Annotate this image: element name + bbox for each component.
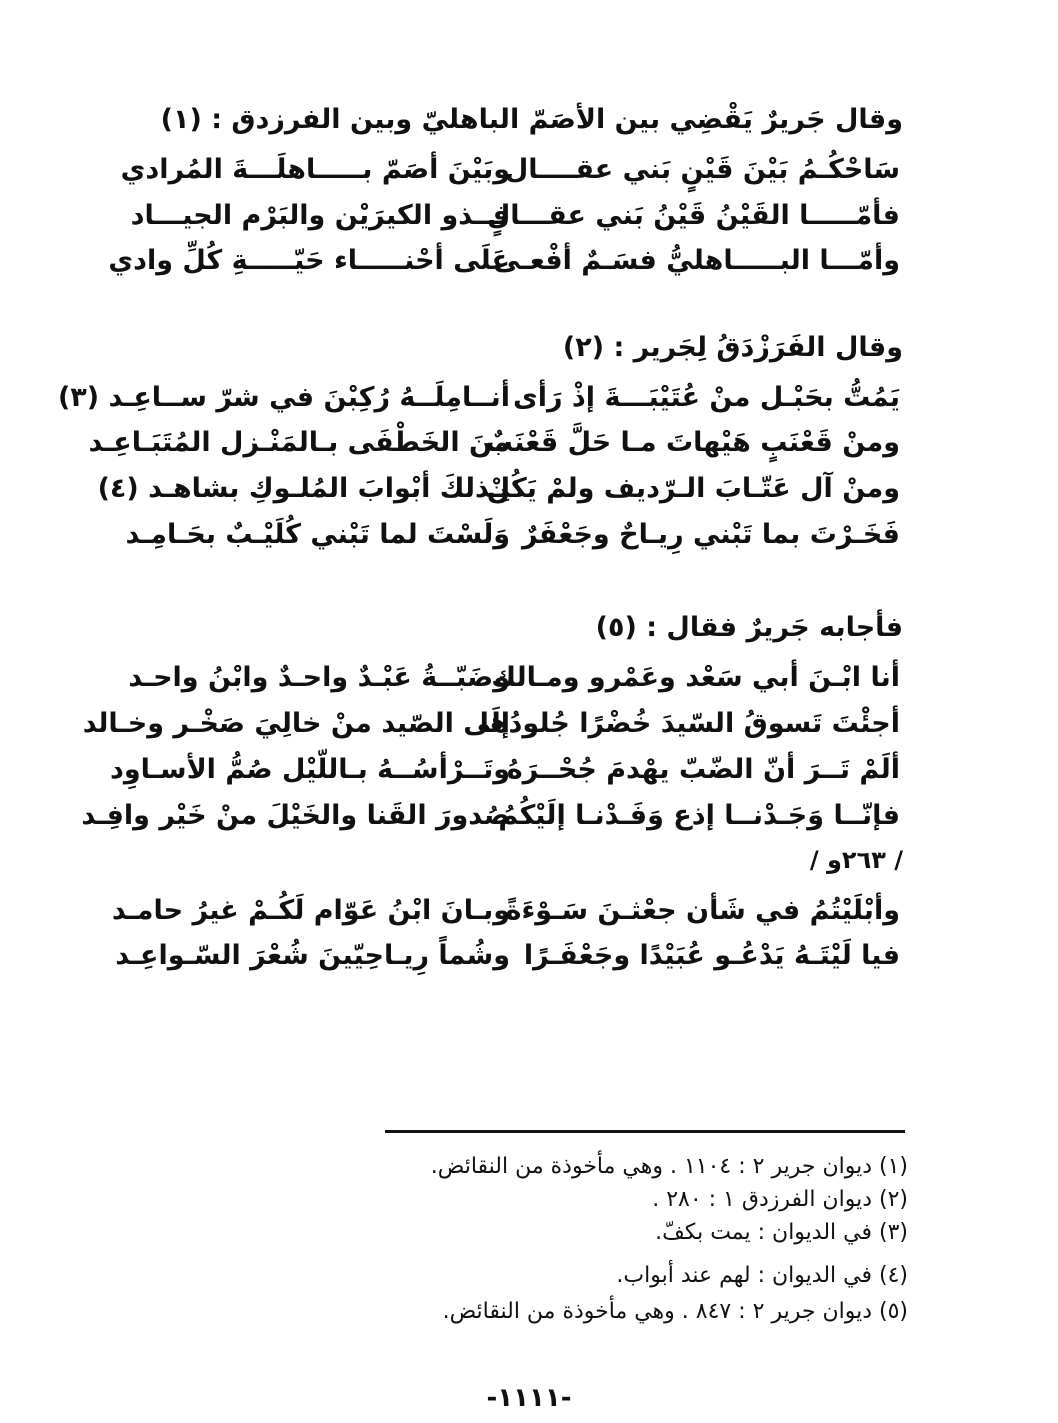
second-hemistich: عَلَى أحْنـــــاء حَيّـــــةِ كُلِّ وادي [108, 245, 510, 276]
poem-2-heading: وقال الفَرَزْدَقُ لِجَرير : (٢) [562, 332, 903, 363]
verse-line [97, 466, 900, 512]
verse-line [110, 747, 900, 793]
first-hemistich: ومنْ آل عَتّـابَ الـرّديف ولمْ يَكُنْ [486, 473, 900, 504]
verse-line [82, 701, 900, 747]
verse-line [57, 375, 900, 421]
verse-line [115, 933, 900, 979]
first-hemistich: فيا لَيْتَـهُ يَدْعُـو عُبَيْدًا وجَعْفَـرًا [523, 940, 900, 971]
first-hemistich: فإنّــا وَجَـدْنــا إذع وَفَـدْنـا إلَيْكُمُ [498, 800, 900, 831]
footnote: (٣) في الديوان : يمت بكفّ. [655, 1220, 908, 1245]
first-hemistich: ومنْ قَعْنَبٍ هَيْهاتَ مـا حَلَّ قَعْنَبٌ [485, 427, 900, 458]
second-hemistich: وبـانَ ابْنُ عَوّام لَكُـمْ غيرُ حامـد [111, 895, 510, 926]
footnote-separator [385, 1130, 905, 1133]
footnote: (٥) ديوان جرير ٢ : ٨٤٧ . وهي مأخوذة من النقائض. [442, 1299, 908, 1324]
verse-line [125, 512, 900, 558]
poem-3-heading: فأجابه جَريرٌ فقال : (٥) [595, 612, 903, 643]
second-hemistich: إلَى الصّيد منْ خالِيَ صَخْـر وخـالد [82, 708, 510, 739]
second-hemistich: فــذو الكيرَيْن والبَرْم الجيـــاد [130, 200, 510, 231]
verse-line [81, 793, 900, 839]
second-hemistich: وشُماً رِيـاحِيّينَ شُعْرَ السّـواعِـد [115, 940, 510, 971]
verse-line [108, 238, 900, 284]
second-hemistich: لِـذلكَ أبْوابَ المُلـوكِ بشاهـد (٤) [97, 473, 510, 504]
first-hemistich: وأبْلَيْتُمُ في شَأن جعْثـنَ سَـوْءَةً [505, 895, 900, 926]
first-hemistich: ألَمْ تَــرَ أنّ الضّبّ يهْدمَ جُحْــرَهُ [506, 754, 900, 785]
first-hemistich: فأمّـــــا القَيْنُ قَيْنُ بَني عقـــالٍ [486, 200, 900, 231]
footnote: (٢) ديوان الفرزدق ١ : ٢٨٠ . [652, 1187, 908, 1212]
second-hemistich: وبَيْنَ أصَمّ بـــــاهلَـــةَ المُرادي [120, 154, 510, 185]
footnote: (١) ديوان جرير ٢ : ١١٠٤ . وهي مأخوذة من النقائض. [430, 1154, 908, 1179]
page-number: -١١١١- [486, 1383, 572, 1413]
verse-line [130, 193, 900, 239]
second-hemistich: وضَبّــةُ عَبْـدٌ واحـدٌ وابْنُ واحـد [128, 662, 510, 693]
verse-line [111, 888, 900, 934]
second-hemistich: وتَــرْأسُــهُ بـاللّيْل صُمُّ الأسـاوِد [110, 754, 510, 785]
verse-line [128, 655, 900, 701]
first-hemistich: فَخَـرْتَ بما تَبْني رِيـاحٌ وجَعْفَرٌ [522, 519, 900, 550]
first-hemistich: أنا ابْـنَ أبي سَعْد وعَمْرو ومـالك [491, 662, 900, 693]
first-hemistich: يَمُتُّ بحَبْـل منْ عُتَيْبَـــةَ إذْ رَأى [512, 382, 900, 413]
second-hemistich: وَلَسْتَ لما تَبْني كُلَيْـبٌ بحَـامِـد [125, 519, 510, 550]
verse-line [88, 420, 900, 466]
poem-1-heading: وقال جَريرٌ يَقْضِي بين الأصَمّ الباهليّ وبين الفرزدق : (١) [160, 104, 903, 135]
first-hemistich: سَاحْكُـمُ بَيْنَ قَيْنٍ بَني عقــــال [504, 154, 900, 185]
second-hemistich: صُدورَ القَنا والخَيْلَ منْ خَيْر وافِـد [81, 800, 510, 831]
second-hemistich: أنــامِلَــهُ رُكِبْنَ في شرّ ســاعِـد (٣) [57, 382, 510, 413]
footnote: (٤) في الديوان : لهم عند أبواب. [616, 1263, 908, 1288]
first-hemistich: وأمّـــا البـــــاهليُّ فسَـمٌ أفْعـى [493, 245, 900, 276]
verse-line [120, 147, 900, 193]
second-hemistich: منَ الخَطْفَى بـالمَنْـزل المُتَبَـاعِـد [88, 427, 510, 458]
folio-mark: / ٢٦٣و / [809, 846, 903, 874]
first-hemistich: أجئْتَ تَسوقُ السّيدَ خُضْرًا جُلودُها [479, 708, 900, 739]
